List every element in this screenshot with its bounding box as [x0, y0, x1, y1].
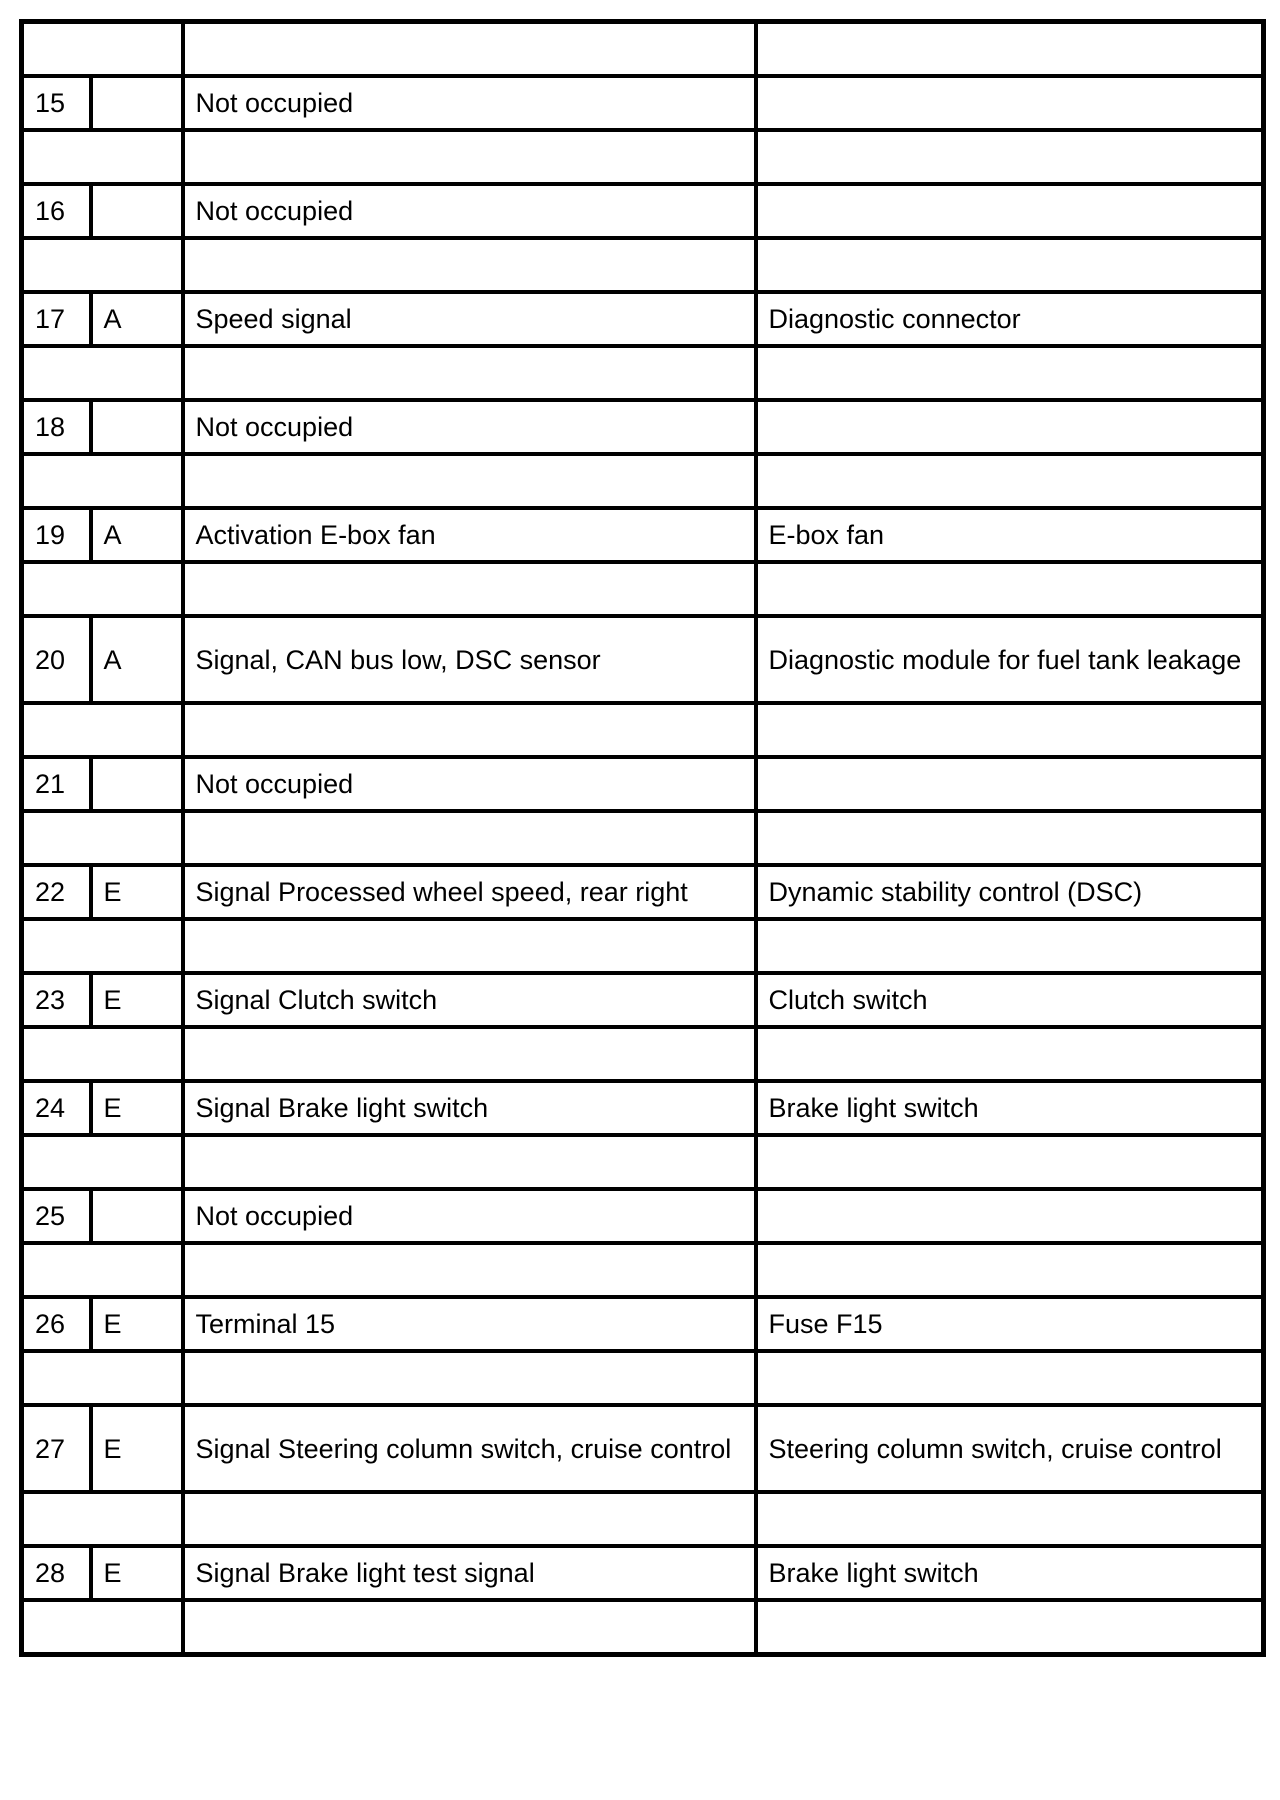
spacer-cell — [183, 454, 756, 508]
spacer-cell — [22, 238, 183, 292]
spacer-row — [22, 562, 1264, 616]
pin-number-cell: 19 — [22, 508, 91, 562]
description-cell: Not occupied — [183, 757, 756, 811]
spacer-row — [22, 1243, 1264, 1297]
description-cell: Signal Clutch switch — [183, 973, 756, 1027]
spacer-cell — [22, 703, 183, 757]
spacer-cell — [183, 562, 756, 616]
table-row — [22, 865, 1264, 919]
spacer-cell — [183, 1243, 756, 1297]
pin-assignment-table — [19, 19, 1266, 1657]
spacer-row — [22, 238, 1264, 292]
signal-type-cell — [91, 400, 183, 454]
table-row — [22, 973, 1264, 1027]
description-cell: Not occupied — [183, 184, 756, 238]
spacer-row — [22, 703, 1264, 757]
spacer-cell — [756, 919, 1264, 973]
spacer-cell — [22, 1600, 183, 1655]
spacer-cell — [756, 1243, 1264, 1297]
connection-cell: Dynamic stability control (DSC) — [756, 865, 1264, 919]
table-row — [22, 1297, 1264, 1351]
signal-type-cell: E — [91, 865, 183, 919]
signal-type-cell — [91, 1189, 183, 1243]
spacer-cell — [183, 703, 756, 757]
spacer-row — [22, 919, 1264, 973]
connection-cell — [756, 76, 1264, 130]
pin-number-cell: 27 — [22, 1405, 91, 1492]
spacer-cell — [756, 811, 1264, 865]
spacer-row — [22, 1492, 1264, 1546]
table-body — [22, 22, 1264, 1655]
spacer-cell — [756, 703, 1264, 757]
spacer-row — [22, 22, 1264, 77]
signal-type-cell — [91, 757, 183, 811]
spacer-cell — [22, 1243, 183, 1297]
signal-type-cell — [91, 76, 183, 130]
description-cell: Not occupied — [183, 400, 756, 454]
pin-number-cell: 16 — [22, 184, 91, 238]
signal-type-cell: E — [91, 1081, 183, 1135]
spacer-cell — [22, 562, 183, 616]
spacer-cell — [756, 1351, 1264, 1405]
spacer-cell — [22, 811, 183, 865]
spacer-cell — [756, 1492, 1264, 1546]
spacer-row — [22, 1600, 1264, 1655]
pin-number-cell: 25 — [22, 1189, 91, 1243]
table-row — [22, 1546, 1264, 1600]
description-cell: Not occupied — [183, 76, 756, 130]
connection-cell — [756, 757, 1264, 811]
spacer-row — [22, 346, 1264, 400]
description-cell: Signal Brake light test signal — [183, 1546, 756, 1600]
spacer-cell — [183, 811, 756, 865]
table-row — [22, 400, 1264, 454]
spacer-cell — [22, 346, 183, 400]
spacer-cell — [22, 22, 183, 77]
description-cell: Not occupied — [183, 1189, 756, 1243]
signal-type-cell: A — [91, 616, 183, 703]
spacer-cell — [22, 1135, 183, 1189]
signal-type-cell: E — [91, 973, 183, 1027]
spacer-cell — [183, 1600, 756, 1655]
spacer-row — [22, 811, 1264, 865]
pin-number-cell: 18 — [22, 400, 91, 454]
description-cell: Speed signal — [183, 292, 756, 346]
signal-type-cell: E — [91, 1546, 183, 1600]
table-row — [22, 1189, 1264, 1243]
spacer-cell — [183, 1351, 756, 1405]
spacer-cell — [756, 130, 1264, 184]
description-cell: Signal Processed wheel speed, rear right — [183, 865, 756, 919]
spacer-cell — [756, 346, 1264, 400]
spacer-row — [22, 1027, 1264, 1081]
connection-cell: Clutch switch — [756, 973, 1264, 1027]
signal-type-cell: E — [91, 1405, 183, 1492]
connection-cell: E-box fan — [756, 508, 1264, 562]
description-cell: Activation E-box fan — [183, 508, 756, 562]
table-row — [22, 757, 1264, 811]
spacer-cell — [756, 1027, 1264, 1081]
spacer-cell — [183, 130, 756, 184]
spacer-cell — [756, 22, 1264, 77]
spacer-cell — [756, 1135, 1264, 1189]
spacer-cell — [183, 346, 756, 400]
connection-cell: Fuse F15 — [756, 1297, 1264, 1351]
connection-cell: Diagnostic module for fuel tank leakage — [756, 616, 1264, 703]
pin-number-cell: 15 — [22, 76, 91, 130]
signal-type-cell: A — [91, 292, 183, 346]
pin-number-cell: 24 — [22, 1081, 91, 1135]
spacer-cell — [183, 238, 756, 292]
table-row — [22, 1405, 1264, 1492]
description-cell: Signal, CAN bus low, DSC sensor — [183, 616, 756, 703]
signal-type-cell — [91, 184, 183, 238]
table-row — [22, 1081, 1264, 1135]
spacer-row — [22, 130, 1264, 184]
spacer-cell — [756, 1600, 1264, 1655]
spacer-cell — [756, 454, 1264, 508]
description-cell: Signal Brake light switch — [183, 1081, 756, 1135]
signal-type-cell: E — [91, 1297, 183, 1351]
spacer-cell — [756, 238, 1264, 292]
signal-type-cell: A — [91, 508, 183, 562]
spacer-cell — [22, 1351, 183, 1405]
spacer-cell — [22, 130, 183, 184]
pin-number-cell: 28 — [22, 1546, 91, 1600]
table-row — [22, 76, 1264, 130]
table-row — [22, 508, 1264, 562]
table-row — [22, 292, 1264, 346]
spacer-cell — [22, 919, 183, 973]
pin-number-cell: 21 — [22, 757, 91, 811]
spacer-cell — [183, 1492, 756, 1546]
pin-number-cell: 22 — [22, 865, 91, 919]
description-cell: Signal Steering column switch, cruise control — [183, 1405, 756, 1492]
table-row — [22, 616, 1264, 703]
connection-cell: Diagnostic connector — [756, 292, 1264, 346]
pin-number-cell: 23 — [22, 973, 91, 1027]
spacer-row — [22, 1351, 1264, 1405]
spacer-cell — [22, 454, 183, 508]
connection-cell: Steering column switch, cruise control — [756, 1405, 1264, 1492]
spacer-cell — [183, 1135, 756, 1189]
spacer-cell — [22, 1492, 183, 1546]
description-cell: Terminal 15 — [183, 1297, 756, 1351]
spacer-cell — [183, 919, 756, 973]
spacer-cell — [183, 1027, 756, 1081]
connection-cell — [756, 1189, 1264, 1243]
spacer-cell — [22, 1027, 183, 1081]
pin-number-cell: 17 — [22, 292, 91, 346]
pin-number-cell: 20 — [22, 616, 91, 703]
spacer-row — [22, 454, 1264, 508]
spacer-cell — [183, 22, 756, 77]
connection-cell: Brake light switch — [756, 1546, 1264, 1600]
spacer-cell — [756, 562, 1264, 616]
connection-cell: Brake light switch — [756, 1081, 1264, 1135]
spacer-row — [22, 1135, 1264, 1189]
table-row — [22, 184, 1264, 238]
connection-cell — [756, 400, 1264, 454]
pin-number-cell: 26 — [22, 1297, 91, 1351]
connection-cell — [756, 184, 1264, 238]
